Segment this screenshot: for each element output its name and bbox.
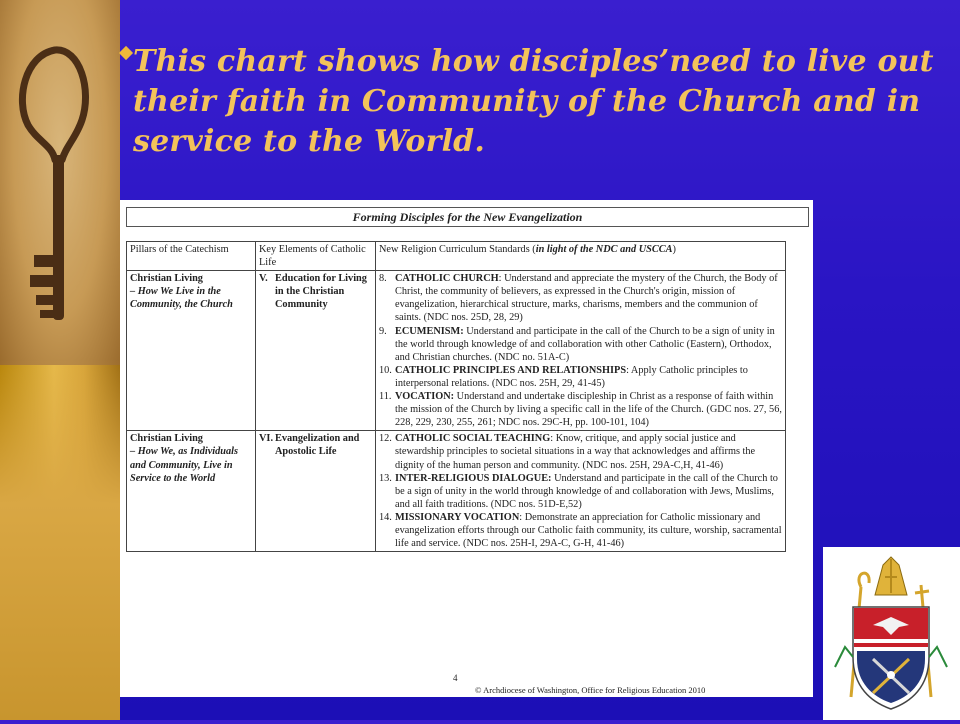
curriculum-table xyxy=(126,241,786,552)
list-item: 12. CATHOLIC SOCIAL TEACHING: Know, critique, and apply social justice and stewardship principles to societal situations in a way that acknowledges and affirms the dignity of the human person and community. (NDC nos. 25H, 29A-C,H, 41-46) xyxy=(379,433,756,471)
element-cell: V. Education for Living in the Christian Community xyxy=(256,271,376,431)
crest-logo xyxy=(823,547,960,720)
list-item: 14. MISSIONARY VOCATION: Demonstrate an appreciation for Catholic missionary and evangelization efforts through our Catholic faith community, its culture, worship, sacramental life and service. (NDC nos. 25H-I, 29A-C, G-H, 41-46) xyxy=(379,511,782,550)
slide-title: This chart shows how disciples’need to live out their faith in Community of the Church and in service to the World. xyxy=(133,44,934,159)
document-image xyxy=(120,200,813,697)
list-item: 11. VOCATION: Understand and undertake discipleship in Christ as a response of faith within the mission of the Church by living a specific call in the life of the Church. (GDC nos. 27, 56, 228, 229, 230, 255, 261; NDC nos. 29C-H, pp. 100-101, 104) xyxy=(379,391,782,429)
strip-gradient xyxy=(0,360,120,720)
pillar-cell: Christian Living – How We, as Individuals and Community, Live in Service to the World xyxy=(127,431,256,552)
header-standards: New Religion Curriculum Standards (in light of the NDC and USCCA) xyxy=(376,242,786,271)
list-item: 9. ECUMENISM: Understand and participate in the call of the Church to be a sign of unity in the world through knowledge of and collaboration with other Catholic (Eastern), Orthodox, and Christian churches. (NDC no. 51A-C) xyxy=(379,325,775,363)
list-item: 8. CATHOLIC CHURCH: Understand and appreciate the mystery of the Church, the Body of Christ, the community of believers, as expressed in the Church's origin, mission of evangelization, hierarchical structure, marks, charisms, members and the communion of saints. (NDC nos. 25D, 28, 29) xyxy=(379,273,778,324)
key-icon xyxy=(0,0,120,365)
key-photo xyxy=(0,0,120,365)
list-item: 13. INTER-RELIGIOUS DIALOGUE: Understand and participate in the call of the Church to be a sign of unity in the world through knowledge of and collaboration with Jews, Muslims, and all faith traditions. (NDC nos. 51D-E,52) xyxy=(379,472,778,510)
page-number: 4 xyxy=(453,673,458,683)
table-header-row xyxy=(127,242,786,271)
standards-cell xyxy=(376,431,786,552)
document-title: Forming Disciples for the New Evangelization xyxy=(126,207,809,227)
table-row xyxy=(127,271,786,431)
diamond-bullet-icon xyxy=(119,46,133,60)
coat-of-arms-icon xyxy=(823,547,960,720)
pillar-cell: Christian Living – How We Live in the Community, the Church xyxy=(127,271,256,431)
copyright-notice: © Archdiocese of Washington, Office for Religious Education 2010 xyxy=(475,685,706,695)
header-pillars: Pillars of the Catechism xyxy=(127,242,256,271)
left-decorative-strip xyxy=(0,0,120,720)
header-key-elements: Key Elements of Catholic Life xyxy=(256,242,376,271)
list-item: 10. CATHOLIC PRINCIPLES AND RELATIONSHIPS: Apply Catholic principles to interpersonal relations. (NDC nos. 25H, 29, 41-45) xyxy=(379,364,748,389)
table-row xyxy=(127,431,786,552)
standards-cell xyxy=(376,271,786,431)
element-cell: VI. Evangelization and Apostolic Life xyxy=(256,431,376,552)
